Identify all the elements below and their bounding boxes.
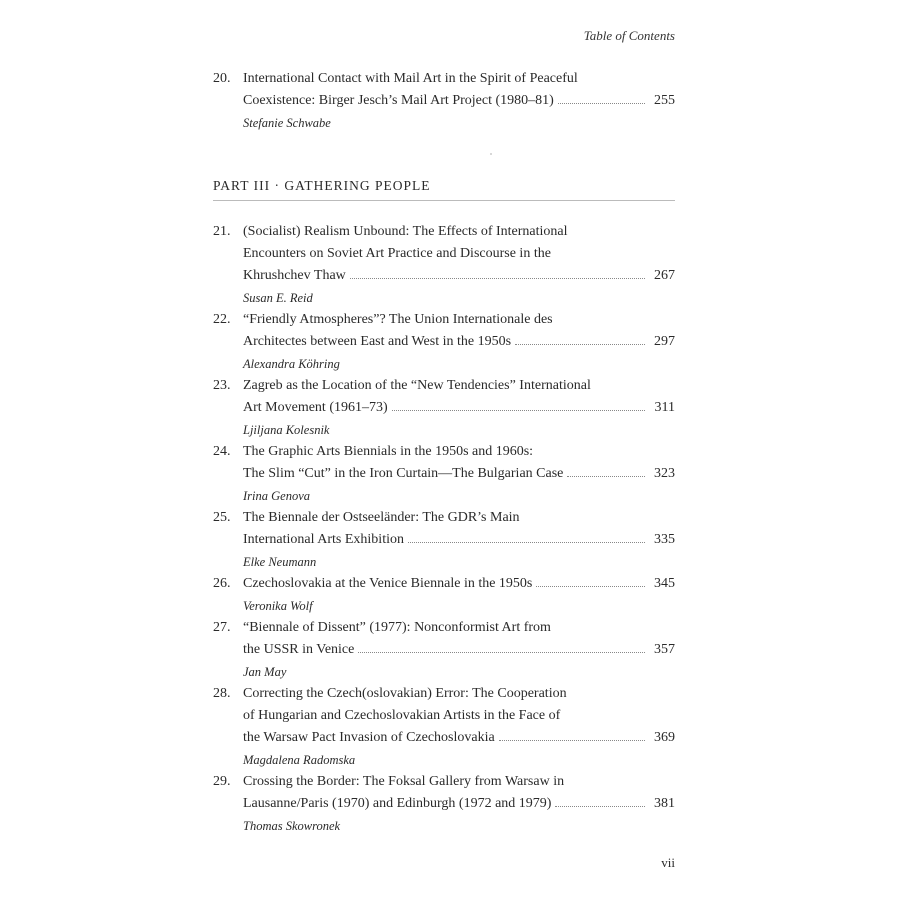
page-number: 323	[654, 466, 675, 481]
entry-title-text: Coexistence: Birger Jesch’s Mail Art Project (1980–81)	[243, 93, 554, 108]
part-heading: PART III · GATHERING PEOPLE	[213, 178, 675, 201]
entry-author: Alexandra Köhring	[243, 357, 340, 371]
toc-entry[interactable]	[213, 507, 675, 573]
page-folio: vii	[661, 855, 675, 870]
entry-author: Jan May	[243, 665, 287, 679]
paper-speck	[490, 153, 492, 155]
entry-20	[213, 68, 675, 134]
leader-dots	[555, 806, 645, 807]
entry-number: 24.	[213, 444, 231, 459]
entry-number: 23.	[213, 378, 231, 393]
page-number: 311	[654, 400, 675, 415]
leader-dots	[558, 103, 645, 104]
entry-title-line: International Contact with Mail Art in the Spirit of Peaceful	[243, 71, 578, 86]
toc-entry[interactable]	[213, 771, 675, 837]
toc-entry[interactable]	[213, 573, 675, 617]
entry-author: Ljiljana Kolesnik	[243, 423, 330, 437]
entry-title-text: Czechoslovakia at the Venice Biennale in the 1950s	[243, 576, 533, 591]
entry-title-text: Art Movement (1961–73)	[243, 400, 388, 415]
entry-title-last-line	[243, 463, 675, 485]
entry-number: 22.	[213, 312, 231, 327]
leader-dots	[536, 586, 645, 587]
entry-title-text: the Warsaw Pact Invasion of Czechoslovakia	[243, 730, 495, 745]
entry-author: Veronika Wolf	[243, 599, 313, 613]
page-number: 335	[654, 532, 675, 547]
page-number: 357	[654, 642, 675, 657]
entry-title-line: “Biennale of Dissent” (1977): Nonconformist Art from	[243, 620, 551, 635]
entry-number: 27.	[213, 620, 231, 635]
entry-title-line: The Graphic Arts Biennials in the 1950s and 1960s:	[243, 444, 534, 459]
entry-author: Elke Neumann	[243, 555, 317, 569]
entry-number: 26.	[213, 576, 231, 591]
page-number: 255	[654, 93, 675, 108]
toc-entry[interactable]	[213, 683, 675, 771]
toc-entry[interactable]	[213, 441, 675, 507]
toc-entry[interactable]	[213, 309, 675, 375]
entry-title-text: Architectes between East and West in the 1950s	[243, 334, 512, 349]
toc-entry[interactable]	[213, 68, 675, 134]
page-number: 369	[654, 730, 675, 745]
leader-dots	[499, 740, 645, 741]
entry-title-line: Correcting the Czech(oslovakian) Error: The Cooperation	[243, 686, 567, 701]
leader-dots	[408, 542, 645, 543]
entry-title-last-line	[243, 793, 675, 815]
entry-title-line: “Friendly Atmospheres”? The Union Internationale des	[243, 312, 553, 327]
entry-title-text: The Slim “Cut” in the Iron Curtain—The Bulgarian Case	[243, 466, 564, 481]
entry-title-text: the USSR in Venice	[243, 642, 355, 657]
entry-author: Susan E. Reid	[243, 291, 313, 305]
toc-entry[interactable]	[213, 375, 675, 441]
entry-title-last-line	[243, 331, 675, 353]
entry-title-last-line	[243, 397, 675, 419]
leader-dots	[515, 344, 645, 345]
toc-entry[interactable]	[213, 221, 675, 309]
leader-dots	[567, 476, 645, 477]
entry-number: 21.	[213, 224, 231, 239]
entry-title-line: Crossing the Border: The Foksal Gallery from Warsaw in	[243, 774, 565, 789]
leader-dots	[358, 652, 645, 653]
entry-number: 28.	[213, 686, 231, 701]
entry-number: 25.	[213, 510, 231, 525]
entry-author: Stefanie Schwabe	[243, 116, 331, 130]
leader-dots	[350, 278, 645, 279]
entry-title-line: of Hungarian and Czechoslovakian Artists in the Face of	[243, 708, 561, 723]
entry-author: Irina Genova	[243, 489, 310, 503]
entry-author: Magdalena Radomska	[243, 753, 356, 767]
entry-title-line: (Socialist) Realism Unbound: The Effects of International	[243, 224, 568, 239]
running-head: Table of Contents	[583, 28, 675, 43]
page-number: 267	[654, 268, 675, 283]
entry-title-line: Zagreb as the Location of the “New Tendencies” International	[243, 378, 591, 393]
entry-title-line: The Biennale der Ostseeländer: The GDR’s Main	[243, 510, 520, 525]
entry-title-line: Encounters on Soviet Art Practice and Discourse in the	[243, 246, 551, 261]
page-number: 297	[654, 334, 675, 349]
entry-title-text: International Arts Exhibition	[243, 532, 404, 547]
entry-title-text: Khrushchev Thaw	[243, 268, 346, 283]
entry-number: 20.	[213, 71, 231, 86]
entry-list	[213, 221, 675, 837]
entry-title-last-line	[243, 573, 675, 595]
page-number: 345	[654, 576, 675, 591]
entry-number: 29.	[213, 774, 231, 789]
toc-entry[interactable]	[213, 617, 675, 683]
page-number: 381	[654, 796, 675, 811]
entry-title-last-line	[243, 727, 675, 749]
entry-title-last-line	[243, 90, 675, 112]
entry-author: Thomas Skowronek	[243, 819, 341, 833]
entry-title-last-line	[243, 639, 675, 661]
leader-dots	[392, 410, 645, 411]
entry-title-last-line	[243, 265, 675, 287]
entry-title-text: Lausanne/Paris (1970) and Edinburgh (1972 and 1979)	[243, 796, 552, 811]
entry-title-last-line	[243, 529, 675, 551]
